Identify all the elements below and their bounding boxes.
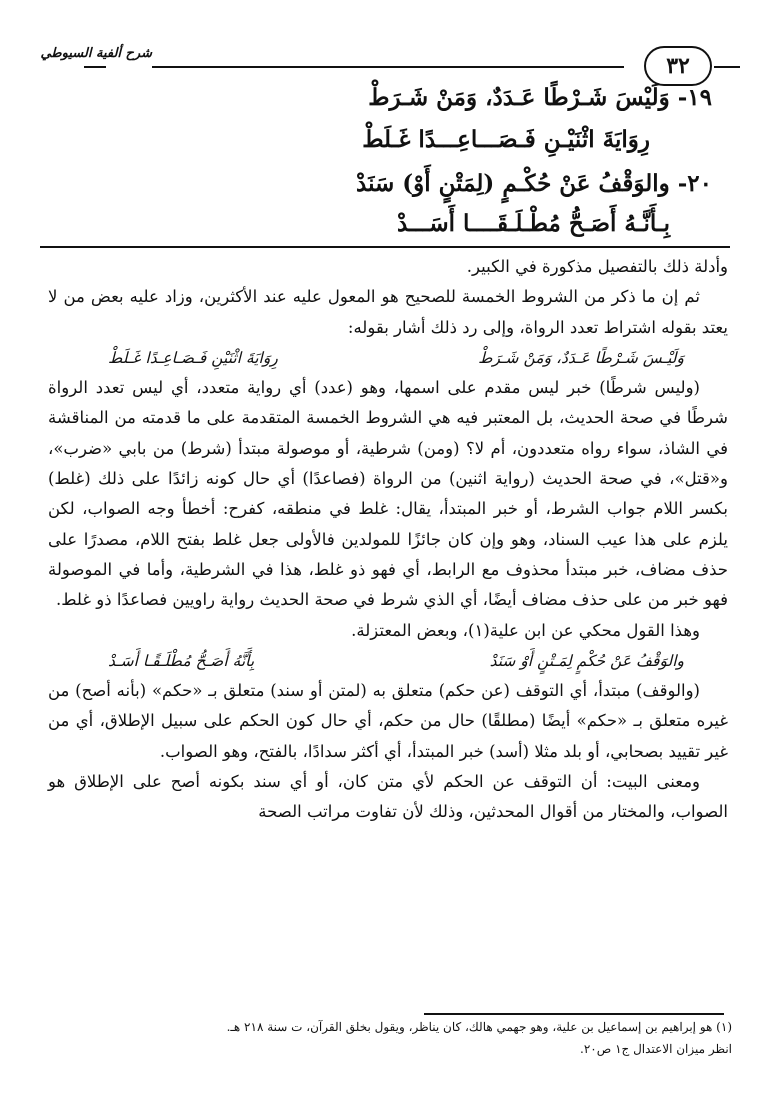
verse-20-first-hemistich: ٢٠- والوَقْفُ عَنْ حُكْـمٍ (لِمَتْنٍ أَوْ) سَنَدْ [356, 170, 712, 197]
paragraph: ثم إن ما ذكر من الشروط الخمسة للصحيح هو المعول عليه عند الأكثرين، وزاد عليه بعض من لا يعتد بقوله اشتراط تعدد الرواة، وإلى رد ذلك أشار بقوله: [48, 287, 728, 337]
page-header [40, 36, 740, 84]
quoted-verse-right: والوَقْفُ عَنْ حُكْمٍ لِمَـتْنٍ أَوْ سَنَدْ [489, 651, 684, 670]
running-title: شرح ألفية السيوطي [40, 46, 152, 61]
page-number: ٣٢ [644, 46, 712, 86]
quoted-verse-line [48, 343, 728, 373]
quoted-verse-left: رِوَايَةَ اثْنَيْنِ فَـصَـاعِـدًا غَـلَطْ [108, 348, 278, 367]
header-rule-right [714, 66, 740, 68]
paragraph: (وليس شرطًا) خبر ليس مقدم على اسمها، وهو (عدد) أي رواية متعدد، أي ليس تعدد الرواة شرطًا في صحة الحديث، بل المعتبر فيه هي الشروط الخمسة المتقدمة على ما قدمته من المناقشة في الشاذ، سواء رواه متعددون، أم لا؟ (ومن) شرطية، أو موصولة مبتدأ (شرط) من بابي «ضرب»، و«قتل»، في صحة الحديث (رواية اثنين) من الرواة (فصاعدًا) أي حال كونه زائدًا على ذلك (غلط) بكسر اللام جواب الشرط، أو خبر المبتدأ، يقال: غلط في منطقه، كفرح: أخطأ وجه الصواب، لكن يلزم على هذا عيب السناد، وهو وإن كان جائزًا للمولدين فالأولى جعل غلط بفتح اللام، مصدرًا على حذف مضاف، خبر مبتدأ محذوف مع الرابط، أي فهو ذو غلط، هذا في الشرطية، وأما في الموصولة فهو خبر من على حذف مضاف أيضًا، أي الذي شرط في صحة الحديث رواية راويين فصاعدًا ذو غلط. [48, 378, 728, 610]
quoted-verse-line [48, 646, 728, 676]
header-rule-left [84, 66, 106, 68]
commentary-text [48, 252, 728, 828]
paragraph: وهذا القول محكي عن ابن علية(١)، وبعض المعتزلة. [351, 620, 700, 640]
quoted-verse-left: بِأَنَّهُ أَصَـحُّ مُطْلَـقًـا أَسَـدْ [108, 651, 255, 670]
verse-20-second-hemistich: بِـأَنَّـهُ أَصَـحُّ مُطْـلَـقَــــا أَسَـــدْ [397, 210, 670, 237]
footnote-line: (١) هو إبراهيم بن إسماعيل بن علية، وهو جهمي هالك، كان يناظر، ويقول بخلق القرآن، ت سنة ٢١٨ هـ. [226, 1020, 732, 1034]
verse-19-second-hemistich: رِوَايَةَ اثْنَيْـنِ فَـصَـــاعِـــدًا غَـلَطْ [362, 126, 650, 153]
quoted-verse-right: وَلَيْـسَ شَـرْطًا عَـدَدٌ، وَمَنْ شَـرَطْ [478, 348, 684, 367]
footnote-rule [424, 1013, 724, 1015]
footnote-line: انظر ميزان الاعتدال ج١ ص٢٠. [580, 1042, 732, 1056]
paragraph: ومعنى البيت: أن التوقف عن الحكم لأي متن كان، أو أي سند بكونه أصح على الإطلاق هو الصواب، والمختار من أقوال المحدثين، وذلك لأن تفاوت مراتب الصحة [48, 772, 728, 822]
footnote [48, 1016, 732, 1060]
verse-separator-rule [40, 246, 730, 248]
verse-19-first-hemistich: ١٩- وَلَيْسَ شَـرْطًا عَـدَدٌ، وَمَنْ شَـرَطْ [368, 84, 712, 111]
paragraph: وأدلة ذلك بالتفصيل مذكورة في الكبير. [466, 257, 728, 276]
header-rule [152, 66, 624, 68]
paragraph: (والوقف) مبتدأ، أي التوقف (عن حكم) متعلق به (لمتن أو سند) متعلق بـ «حكم» (بأنه أصح) من غيره متعلق بـ «حكم» أيضًا (مطلقًا) حال من حكم، أي حال كون الحكم على سبيل الإطلاق، أي من غير تقييد بصحابي، أو بلد مثلا (أسد) خبر المبتدأ، أي أكثر سدادًا، بالفتح، وهو الصواب. [48, 681, 728, 761]
